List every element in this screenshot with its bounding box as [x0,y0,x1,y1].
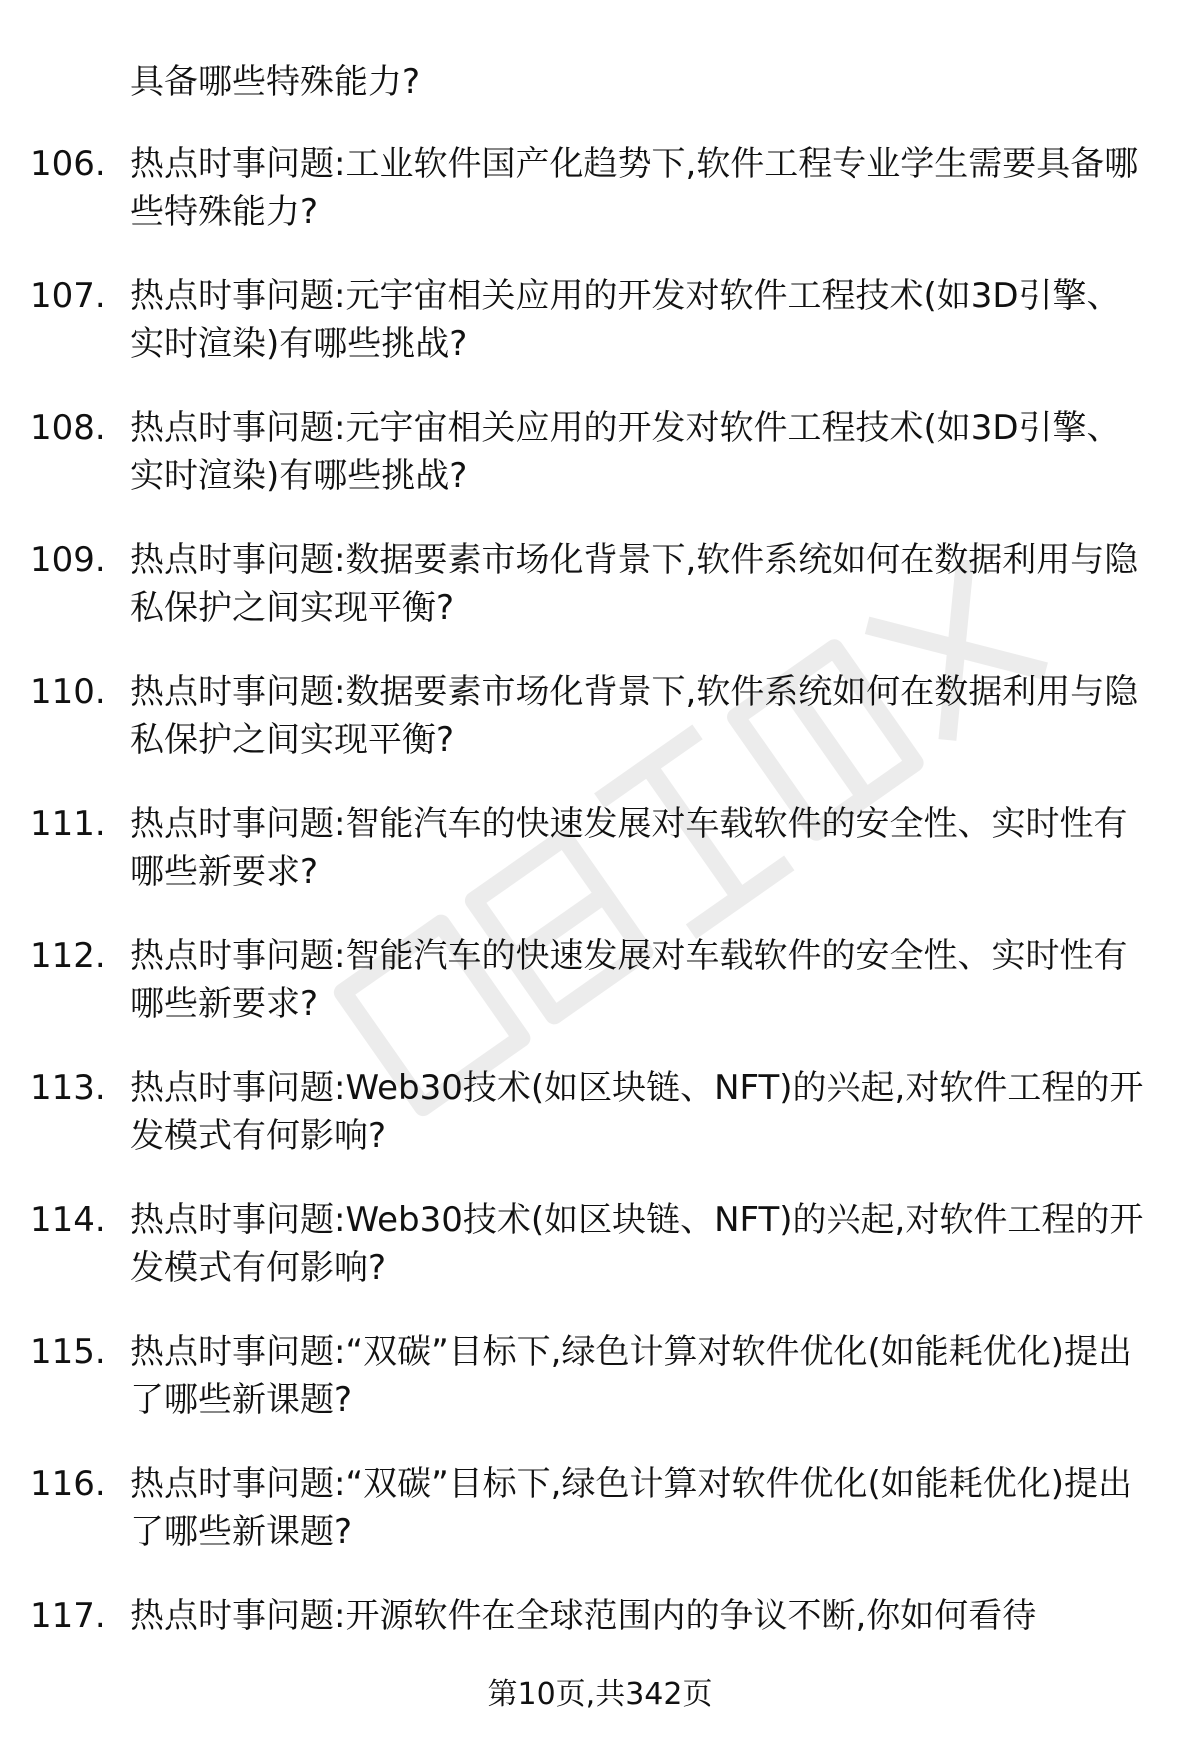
question-item [0,1196,1200,1328]
question-number: 109. [30,540,106,580]
question-text: 热点时事问题:“双碳”目标下,绿色计算对软件优化(如能耗优化)提出了哪些新课题? [130,1464,1133,1552]
question-text: 热点时事问题:数据要素市场化背景下,软件系统如何在数据利用与隐私保护之间实现平衡? [130,672,1139,760]
question-text: 热点时事问题:元宇宙相关应用的开发对软件工程技术(如3D引擎、实时渲染)有哪些挑战? [130,408,1121,496]
question-item [0,668,1200,800]
question-item [0,536,1200,668]
question-number: 108. [30,408,106,448]
question-number: 106. [30,144,106,184]
question-text: 热点时事问题:Web30技术(如区块链、NFT)的兴起,对软件工程的开发模式有何影响? [130,1200,1144,1288]
question-item [0,1460,1200,1592]
question-item [0,272,1200,404]
question-text: 热点时事问题:工业软件国产化趋势下,软件工程专业学生需要具备哪些特殊能力? [130,144,1139,232]
question-number: 107. [30,276,106,316]
question-number: 112. [30,936,106,976]
question-text: 热点时事问题:元宇宙相关应用的开发对软件工程技术(如3D引擎、实时渲染)有哪些挑战? [130,276,1121,364]
question-text: 热点时事问题:智能汽车的快速发展对车载软件的安全性、实时性有哪些新要求? [130,936,1128,1024]
question-text: 热点时事问题:Web30技术(如区块链、NFT)的兴起,对软件工程的开发模式有何影响? [130,1068,1144,1156]
question-number: 113. [30,1068,106,1108]
question-list [0,140,1200,1724]
question-number: 110. [30,672,106,712]
question-item [0,1064,1200,1196]
question-item [0,1328,1200,1460]
question-number: 111. [30,804,106,844]
question-text: 热点时事问题:数据要素市场化背景下,软件系统如何在数据利用与隐私保护之间实现平衡? [130,540,1139,628]
question-number: 114. [30,1200,106,1240]
question-item [0,932,1200,1064]
question-number: 115. [30,1332,106,1372]
question-item [0,404,1200,536]
question-text: 热点时事问题:“双碳”目标下,绿色计算对软件优化(如能耗优化)提出了哪些新课题? [130,1332,1133,1420]
question-item [0,800,1200,932]
question-number: 117. [30,1596,106,1636]
question-text: 热点时事问题:开源软件在全球范围内的争议不断,你如何看待 [130,1596,1037,1636]
question-text: 热点时事问题:智能汽车的快速发展对车载软件的安全性、实时性有哪些新要求? [130,804,1128,892]
continuation-text: 具备哪些特殊能力? [130,62,421,102]
page-footer: 第10页,共342页 [487,1677,713,1712]
question-item [0,140,1200,272]
question-number: 116. [30,1464,106,1504]
